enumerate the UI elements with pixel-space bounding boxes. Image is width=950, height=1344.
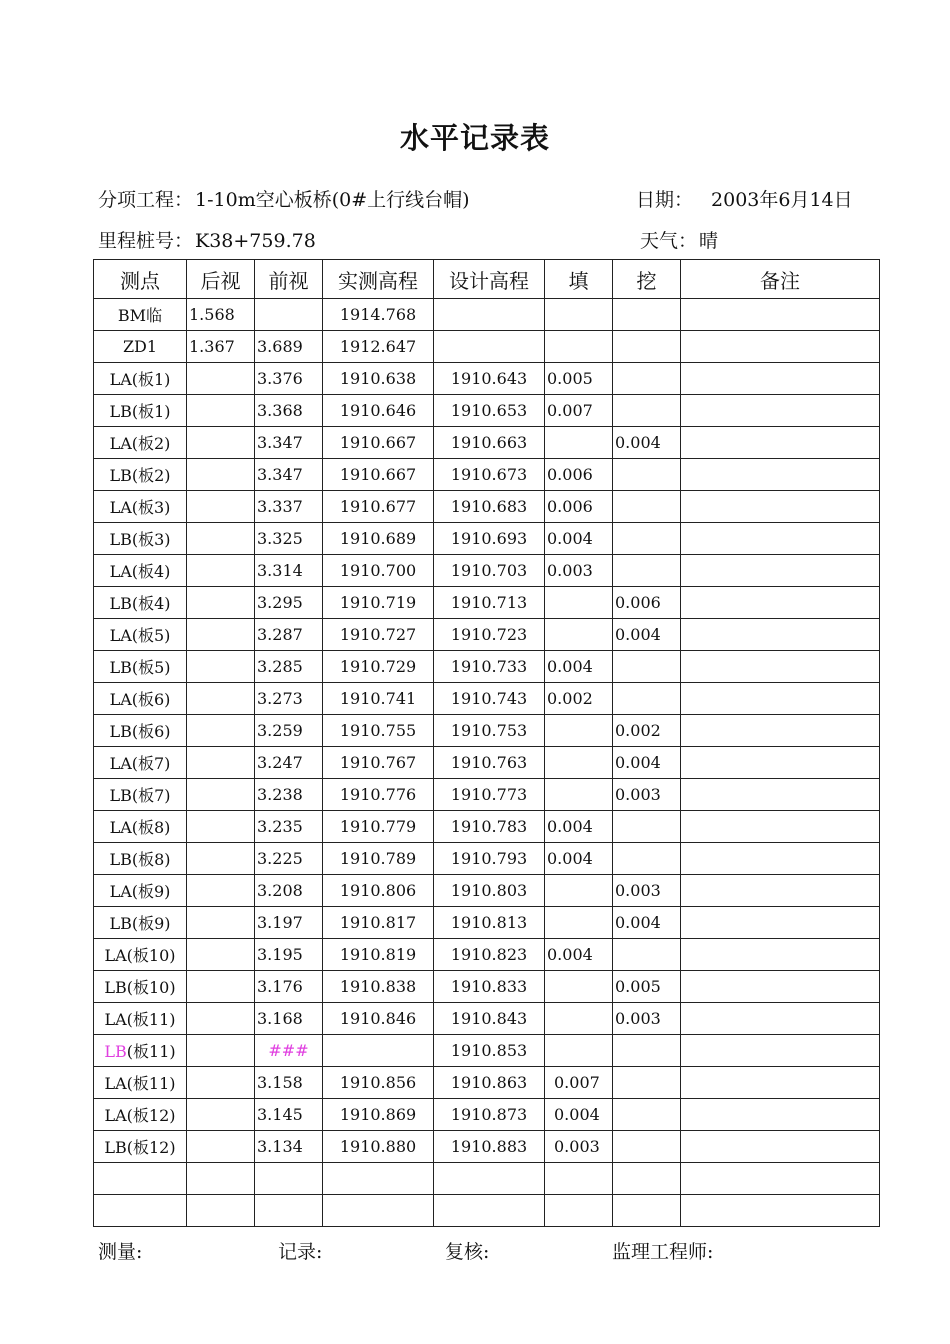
cell-cut xyxy=(613,1195,681,1227)
cell-fill xyxy=(545,331,613,363)
cell-cut xyxy=(613,459,681,491)
station-label: 里程桩号： xyxy=(98,230,194,252)
cell-remark xyxy=(681,395,880,427)
cell-design: 1910.693 xyxy=(434,523,545,555)
cell-station: LA(板12) xyxy=(94,1099,187,1131)
cell-cut xyxy=(613,843,681,875)
cell-design: 1910.873 xyxy=(434,1099,545,1131)
cell-backsight xyxy=(187,811,255,843)
cell-measured: 1910.856 xyxy=(323,1067,434,1099)
cell-foresight: 3.259 xyxy=(255,715,323,747)
cell-station: LB(板1) xyxy=(94,395,187,427)
cell-station: LA(板9) xyxy=(94,875,187,907)
cell-foresight: 3.235 xyxy=(255,811,323,843)
cell-measured: 1910.806 xyxy=(323,875,434,907)
cell-remark xyxy=(681,491,880,523)
cell-remark xyxy=(681,363,880,395)
cell-measured: 1914.768 xyxy=(323,299,434,331)
cell-design: 1910.703 xyxy=(434,555,545,587)
cell-cut xyxy=(613,395,681,427)
cell-design: 1910.783 xyxy=(434,811,545,843)
table-row xyxy=(94,939,880,971)
table-row xyxy=(94,1163,880,1195)
table-row xyxy=(94,331,880,363)
table-row xyxy=(94,1067,880,1099)
cell-station: LB(板8) xyxy=(94,843,187,875)
cell-design: 1910.653 xyxy=(434,395,545,427)
table-row xyxy=(94,491,880,523)
table-row xyxy=(94,1195,880,1227)
cell-station: LA(板11) xyxy=(94,1003,187,1035)
cell-station: LB(板12) xyxy=(94,1131,187,1163)
cell-cut: 0.004 xyxy=(613,747,681,779)
table-row xyxy=(94,1099,880,1131)
cell-station: LA(板10) xyxy=(94,939,187,971)
cell-station: LB(板5) xyxy=(94,651,187,683)
cell-cut xyxy=(613,651,681,683)
table-row xyxy=(94,427,880,459)
cell-foresight: 3.273 xyxy=(255,683,323,715)
cell-fill xyxy=(545,747,613,779)
cell-measured: 1910.779 xyxy=(323,811,434,843)
cell-fill: 0.005 xyxy=(545,363,613,395)
cell-remark xyxy=(681,587,880,619)
cell-backsight xyxy=(187,1035,255,1067)
cell-foresight: 3.295 xyxy=(255,587,323,619)
project-label: 分项工程： xyxy=(98,189,194,211)
cell-backsight xyxy=(187,875,255,907)
cell-design: 1910.773 xyxy=(434,779,545,811)
cell-fill xyxy=(545,715,613,747)
cell-foresight xyxy=(255,299,323,331)
cell-remark xyxy=(681,747,880,779)
cell-remark xyxy=(681,1131,880,1163)
cell-backsight xyxy=(187,971,255,1003)
cell-remark xyxy=(681,811,880,843)
cell-design: 1910.723 xyxy=(434,619,545,651)
cell-fill xyxy=(545,619,613,651)
cell-cut: 0.004 xyxy=(613,427,681,459)
cell-remark xyxy=(681,523,880,555)
cell-station xyxy=(94,1195,187,1227)
cell-foresight: 3.195 xyxy=(255,939,323,971)
cell-station: LA(板3) xyxy=(94,491,187,523)
cell-cut: 0.004 xyxy=(613,907,681,939)
cell-fill: 0.002 xyxy=(545,683,613,715)
cell-foresight: 3.325 xyxy=(255,523,323,555)
cell-design: 1910.823 xyxy=(434,939,545,971)
cell-remark xyxy=(681,779,880,811)
cell-station: BM临 xyxy=(94,299,187,331)
cell-fill: 0.007 xyxy=(545,1067,613,1099)
cell-remark xyxy=(681,1067,880,1099)
cell-foresight: 3.368 xyxy=(255,395,323,427)
table-row xyxy=(94,1131,880,1163)
cell-station: LA(板11) xyxy=(94,1067,187,1099)
table-row xyxy=(94,811,880,843)
cell-design: 1910.803 xyxy=(434,875,545,907)
cell-foresight: 3.208 xyxy=(255,875,323,907)
cell-fill xyxy=(545,299,613,331)
cell-cut: 0.002 xyxy=(613,715,681,747)
cell-station: LB(板6) xyxy=(94,715,187,747)
cell-fill: 0.004 xyxy=(545,1099,613,1131)
cell-station: LA(板2) xyxy=(94,427,187,459)
cell-design: 1910.683 xyxy=(434,491,545,523)
cell-foresight: 3.145 xyxy=(255,1099,323,1131)
cell-station: LA(板1) xyxy=(94,363,187,395)
cell-backsight xyxy=(187,1163,255,1195)
cell-foresight: 3.287 xyxy=(255,619,323,651)
cell-remark xyxy=(681,843,880,875)
table-body xyxy=(94,299,880,1227)
cell-remark xyxy=(681,555,880,587)
table-row xyxy=(94,875,880,907)
cell-backsight xyxy=(187,843,255,875)
cell-foresight: 3.176 xyxy=(255,971,323,1003)
page-title: 水平记录表 xyxy=(399,121,550,155)
cell-measured: 1910.880 xyxy=(323,1131,434,1163)
table-row xyxy=(94,459,880,491)
cell-backsight xyxy=(187,459,255,491)
cell-design: 1910.853 xyxy=(434,1035,545,1067)
cell-station: LA(板5) xyxy=(94,619,187,651)
table-row xyxy=(94,587,880,619)
cell-measured: 1910.689 xyxy=(323,523,434,555)
cell-remark xyxy=(681,1035,880,1067)
cell-fill: 0.003 xyxy=(545,555,613,587)
cell-measured xyxy=(323,1195,434,1227)
header-cut: 挖 xyxy=(613,260,681,299)
table-row xyxy=(94,971,880,1003)
cell-design: 1910.763 xyxy=(434,747,545,779)
cell-measured: 1910.817 xyxy=(323,907,434,939)
cell-cut xyxy=(613,1131,681,1163)
cell-design: 1910.793 xyxy=(434,843,545,875)
cell-design: 1910.673 xyxy=(434,459,545,491)
project-value: 1-10m空心板桥(0#上行线台帽) xyxy=(195,189,470,211)
cell-station: ZD1 xyxy=(94,331,187,363)
cell-station xyxy=(94,1163,187,1195)
cell-remark xyxy=(681,459,880,491)
cell-backsight xyxy=(187,939,255,971)
cell-foresight: 3.197 xyxy=(255,907,323,939)
table-row xyxy=(94,555,880,587)
cell-backsight xyxy=(187,491,255,523)
cell-fill xyxy=(545,779,613,811)
cell-fill xyxy=(545,587,613,619)
cell-foresight: 3.247 xyxy=(255,747,323,779)
cell-remark xyxy=(681,683,880,715)
table-row xyxy=(94,299,880,331)
table-row xyxy=(94,747,880,779)
header-design-elevation: 设计高程 xyxy=(434,260,545,299)
cell-backsight xyxy=(187,907,255,939)
cell-station: LB(板3) xyxy=(94,523,187,555)
cell-station: LA(板6) xyxy=(94,683,187,715)
cell-foresight: 3.347 xyxy=(255,459,323,491)
cell-remark xyxy=(681,619,880,651)
cell-fill: 0.004 xyxy=(545,651,613,683)
cell-foresight: 3.225 xyxy=(255,843,323,875)
cell-measured: 1910.719 xyxy=(323,587,434,619)
cell-foresight: 3.134 xyxy=(255,1131,323,1163)
cell-remark xyxy=(681,875,880,907)
table-row xyxy=(94,779,880,811)
footer-review: 复核: xyxy=(445,1241,490,1263)
station-line xyxy=(98,226,316,253)
header-backsight: 后视 xyxy=(187,260,255,299)
cell-cut: 0.006 xyxy=(613,587,681,619)
date-line xyxy=(636,185,853,212)
cell-cut: 0.005 xyxy=(613,971,681,1003)
cell-remark xyxy=(681,907,880,939)
cell-foresight: 3.337 xyxy=(255,491,323,523)
cell-backsight xyxy=(187,683,255,715)
cell-measured: 1910.789 xyxy=(323,843,434,875)
cell-cut: 0.003 xyxy=(613,779,681,811)
weather-line xyxy=(640,226,718,253)
cell-backsight xyxy=(187,1067,255,1099)
cell-station: LA(板7) xyxy=(94,747,187,779)
cell-design: 1910.833 xyxy=(434,971,545,1003)
cell-fill xyxy=(545,1195,613,1227)
cell-remark xyxy=(681,1163,880,1195)
cell-cut xyxy=(613,1099,681,1131)
cell-backsight xyxy=(187,555,255,587)
cell-measured: 1910.838 xyxy=(323,971,434,1003)
cell-backsight xyxy=(187,619,255,651)
cell-remark xyxy=(681,971,880,1003)
cell-design: 1910.643 xyxy=(434,363,545,395)
date-value: 2003年6月14日 xyxy=(711,189,853,211)
cell-backsight: 1.568 xyxy=(187,299,255,331)
cell-measured: 1910.729 xyxy=(323,651,434,683)
cell-backsight: 1.367 xyxy=(187,331,255,363)
table-row xyxy=(94,1003,880,1035)
cell-fill xyxy=(545,1163,613,1195)
footer-supervisor: 监理工程师: xyxy=(612,1241,714,1263)
project-line xyxy=(98,185,470,212)
cell-fill: 0.006 xyxy=(545,491,613,523)
cell-station: LA(板4) xyxy=(94,555,187,587)
cell-fill xyxy=(545,1035,613,1067)
cell-foresight xyxy=(255,1163,323,1195)
cell-fill: 0.004 xyxy=(545,523,613,555)
cell-foresight: 3.376 xyxy=(255,363,323,395)
cell-cut xyxy=(613,363,681,395)
cell-fill: 0.004 xyxy=(545,811,613,843)
cell-fill xyxy=(545,907,613,939)
cell-backsight xyxy=(187,363,255,395)
cell-fill: 0.004 xyxy=(545,939,613,971)
cell-station: LB(板4) xyxy=(94,587,187,619)
cell-measured: 1910.667 xyxy=(323,427,434,459)
cell-design: 1910.743 xyxy=(434,683,545,715)
table-row xyxy=(94,651,880,683)
cell-measured: 1910.819 xyxy=(323,939,434,971)
table-row xyxy=(94,523,880,555)
table-row xyxy=(94,683,880,715)
header-measured-elevation: 实测高程 xyxy=(323,260,434,299)
cell-cut xyxy=(613,299,681,331)
cell-foresight: ### xyxy=(255,1035,323,1067)
cell-backsight xyxy=(187,427,255,459)
cell-fill: 0.006 xyxy=(545,459,613,491)
cell-foresight: 3.314 xyxy=(255,555,323,587)
cell-station: LB(板9) xyxy=(94,907,187,939)
cell-fill xyxy=(545,1003,613,1035)
cell-station: LB(板2) xyxy=(94,459,187,491)
cell-design: 1910.753 xyxy=(434,715,545,747)
cell-measured: 1910.846 xyxy=(323,1003,434,1035)
cell-measured: 1910.869 xyxy=(323,1099,434,1131)
cell-backsight xyxy=(187,1099,255,1131)
cell-measured xyxy=(323,1163,434,1195)
weather-value: 晴 xyxy=(699,230,719,252)
cell-design: 1910.883 xyxy=(434,1131,545,1163)
cell-cut xyxy=(613,939,681,971)
cell-cut xyxy=(613,555,681,587)
cell-backsight xyxy=(187,523,255,555)
cell-cut xyxy=(613,1163,681,1195)
cell-backsight xyxy=(187,395,255,427)
cell-measured: 1910.741 xyxy=(323,683,434,715)
cell-backsight xyxy=(187,715,255,747)
cell-design: 1910.863 xyxy=(434,1067,545,1099)
station-value: K38+759.78 xyxy=(195,230,316,252)
cell-cut xyxy=(613,523,681,555)
table-row xyxy=(94,907,880,939)
cell-measured: 1910.700 xyxy=(323,555,434,587)
cell-remark xyxy=(681,939,880,971)
cell-station: LB(板10) xyxy=(94,971,187,1003)
header-station: 测点 xyxy=(94,260,187,299)
table-row xyxy=(94,1035,880,1067)
cell-station-rest: (板11) xyxy=(126,1042,176,1061)
table-row xyxy=(94,843,880,875)
cell-foresight: 3.158 xyxy=(255,1067,323,1099)
footer-record: 记录: xyxy=(278,1241,323,1263)
cell-foresight xyxy=(255,1195,323,1227)
cell-cut: 0.004 xyxy=(613,619,681,651)
table-row xyxy=(94,363,880,395)
cell-measured xyxy=(323,1035,434,1067)
cell-remark xyxy=(681,427,880,459)
cell-fill: 0.004 xyxy=(545,843,613,875)
cell-station-prefix: LB xyxy=(104,1042,127,1061)
cell-cut xyxy=(613,331,681,363)
cell-foresight: 3.168 xyxy=(255,1003,323,1035)
cell-fill xyxy=(545,427,613,459)
cell-remark xyxy=(681,1003,880,1035)
cell-measured: 1910.767 xyxy=(323,747,434,779)
cell-cut xyxy=(613,1035,681,1067)
cell-fill: 0.003 xyxy=(545,1131,613,1163)
cell-cut xyxy=(613,491,681,523)
header-foresight: 前视 xyxy=(255,260,323,299)
cell-cut: 0.003 xyxy=(613,875,681,907)
cell-measured: 1912.647 xyxy=(323,331,434,363)
cell-backsight xyxy=(187,747,255,779)
cell-measured: 1910.638 xyxy=(323,363,434,395)
date-label: 日期： xyxy=(636,189,694,211)
cell-foresight: 3.238 xyxy=(255,779,323,811)
cell-backsight xyxy=(187,779,255,811)
level-record-table xyxy=(93,259,880,1227)
cell-measured: 1910.646 xyxy=(323,395,434,427)
cell-remark xyxy=(681,1195,880,1227)
cell-cut xyxy=(613,1067,681,1099)
cell-measured: 1910.677 xyxy=(323,491,434,523)
cell-backsight xyxy=(187,1003,255,1035)
footer-survey: 测量: xyxy=(98,1241,143,1263)
cell-design: 1910.713 xyxy=(434,587,545,619)
table-row xyxy=(94,715,880,747)
cell-cut xyxy=(613,811,681,843)
cell-design xyxy=(434,331,545,363)
cell-design: 1910.733 xyxy=(434,651,545,683)
cell-remark xyxy=(681,331,880,363)
cell-backsight xyxy=(187,1131,255,1163)
cell-backsight xyxy=(187,651,255,683)
cell-measured: 1910.727 xyxy=(323,619,434,651)
cell-design xyxy=(434,1163,545,1195)
cell-design xyxy=(434,1195,545,1227)
cell-foresight: 3.285 xyxy=(255,651,323,683)
cell-remark xyxy=(681,715,880,747)
header-fill: 填 xyxy=(545,260,613,299)
cell-cut xyxy=(613,683,681,715)
cell-station: LB(板7) xyxy=(94,779,187,811)
table-row xyxy=(94,395,880,427)
cell-station: LA(板8) xyxy=(94,811,187,843)
cell-remark xyxy=(681,1099,880,1131)
cell-measured: 1910.667 xyxy=(323,459,434,491)
cell-cut: 0.003 xyxy=(613,1003,681,1035)
cell-design: 1910.663 xyxy=(434,427,545,459)
cell-foresight: 3.689 xyxy=(255,331,323,363)
cell-design: 1910.843 xyxy=(434,1003,545,1035)
cell-foresight: 3.347 xyxy=(255,427,323,459)
cell-measured: 1910.755 xyxy=(323,715,434,747)
cell-design: 1910.813 xyxy=(434,907,545,939)
cell-measured: 1910.776 xyxy=(323,779,434,811)
cell-design xyxy=(434,299,545,331)
cell-remark xyxy=(681,299,880,331)
cell-remark xyxy=(681,651,880,683)
cell-fill xyxy=(545,875,613,907)
table-header-row xyxy=(94,260,880,299)
cell-backsight xyxy=(187,1195,255,1227)
cell-station xyxy=(94,1035,187,1067)
weather-label: 天气： xyxy=(640,230,698,252)
cell-fill xyxy=(545,971,613,1003)
header-remarks: 备注 xyxy=(681,260,880,299)
table-row xyxy=(94,619,880,651)
cell-fill: 0.007 xyxy=(545,395,613,427)
cell-backsight xyxy=(187,587,255,619)
